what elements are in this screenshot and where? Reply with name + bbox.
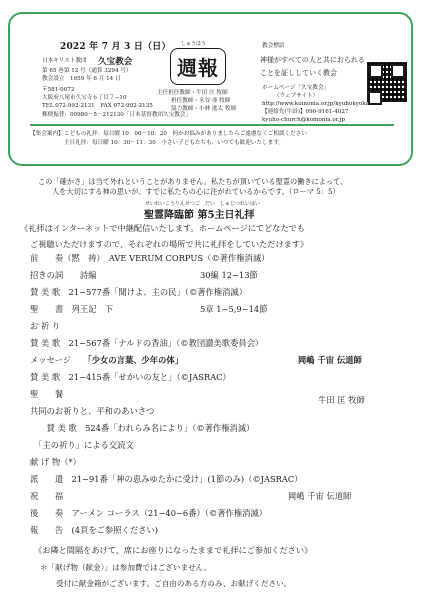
program-item-communion-pastor: 牛田 匡 牧師: [318, 395, 365, 405]
intro-line-2: ご視聴いただけますので、それぞれの場所で共に礼拝をしていただけます》: [30, 239, 309, 249]
program-item-hymn-4: 賛 美 歌 524番「われらみ名により」（©著作権消滅）: [30, 423, 255, 433]
footer-seating-note: 《お隣と間隔をあけて、席にお座りになったままで礼拝にご参加ください》: [34, 545, 313, 555]
tel-fax: TEL 072-992-2131 FAX 072-992-2135: [42, 103, 153, 109]
program-item-announcements: 報 告 (4頁をご参照ください): [30, 525, 158, 535]
homepage-sub: （ウェブサイト）: [274, 93, 319, 99]
church-name: 久宝教会: [98, 57, 133, 67]
motto-label: 教会標語: [262, 43, 285, 49]
staff-minister: 担任教師・永谷 亜 牧師: [171, 98, 231, 104]
title-box: [170, 48, 226, 85]
program-item-communion: 聖 餐: [30, 389, 64, 399]
homepage-url[interactable]: http://www.koinonia.or.jp/kyuhokyokai: [262, 101, 371, 107]
title-ruby: しゅうほう: [181, 41, 207, 47]
footer-offering-box-note: 受付に献金箱がございます。ご自由のある方のみ、お献げください。: [56, 579, 292, 588]
verse-line-1: この「確かさ」は当て外れということがありません。私たちが頂いている聖霊の働きによって、: [38, 177, 348, 186]
verse-line-2: 人を大切にする神の思いが、すでに私たちの心に注がれているからです。（ローマ 5：5）: [52, 187, 340, 196]
program-item-hymn-1: 賛 美 歌 21−577番「聞けよ、主の民」（©著作権消滅）: [30, 287, 248, 297]
program-item-call: 招きの詞 詩編: [30, 270, 97, 280]
gathering-header: 【集会案内】: [30, 131, 64, 137]
program-item-message: メッセージ 「少女の言葉、少年の体」: [30, 355, 184, 365]
program-item-responsive-reading: 「主の祈り」による交読文: [30, 440, 134, 450]
motto-line-1: 神様がすべての人と共におられる: [260, 56, 365, 64]
staff-pastor: 主任担任教師・牛田 匡 牧師: [157, 90, 228, 96]
header-divider: [30, 124, 394, 126]
program-item-offering: 献 げ 物（*）: [30, 457, 81, 467]
denomination: 日本キリスト教団: [42, 58, 87, 64]
issue-number: 第 65 巻第 12 号（通算 3294 号）: [42, 68, 132, 74]
program-item-scripture-ref: 5章 1−5,9−14節: [200, 304, 268, 314]
issue-date: 2022 年 7 月 3 日（日）: [60, 42, 171, 52]
children-service: こどもの礼拝：毎日曜 10：00－10：20 何かお悩みがありましたらご遠慮なくご相談ください: [64, 131, 307, 137]
program-item-hymn-2: 賛 美 歌 21−567番「ナルドの香油」（©教団讃美歌委員会）: [30, 338, 264, 348]
motto-line-2: ことを証ししていく教会: [260, 69, 337, 77]
program-item-benediction-speaker: 岡嶋 千宙 伝道師: [288, 491, 352, 501]
program-item-scripture: 聖 書 列王記 下: [30, 304, 114, 314]
program-item-benediction: 祝 福: [30, 491, 64, 501]
postal-code: 〒581-0072: [42, 87, 75, 93]
contact-phone: 【連絡先(牛田)】090-9161-4027: [262, 109, 349, 115]
program-item-message-speaker: 岡嶋 千宙 伝道師: [298, 355, 362, 365]
bank-account: 郵便振替：00980－5－212130「日本基督教団久宝教会」: [42, 112, 191, 118]
main-service: 主日礼拝：毎日曜 10：30－11：30 小さい子どもたちも、いつでも歓迎いたします。: [64, 140, 284, 146]
program-item-postlude: 後 奏 アーメン コーラス（21−40−6番）（©著作権消滅）: [30, 508, 268, 518]
service-title: 聖霊降臨節 第5主日礼拝: [144, 210, 255, 221]
staff-cooperating: 協力教師・小林 進太 牧師: [171, 106, 237, 112]
program-item-common-prayer: 共同のお祈りと、平和のあいさつ: [30, 406, 155, 416]
program-item-call-ref: 30編 12−13節: [200, 270, 258, 280]
program-item-prayer: お 祈 り: [30, 321, 61, 331]
program-item-hymn-3: 賛 美 歌 21−415番「せかいの友と」（©JASRAC）: [30, 372, 231, 382]
bulletin-title: 週報: [177, 56, 219, 80]
founded-date: 教会設立 1959 年 6 月 14 日: [42, 76, 121, 82]
address: 大阪府八尾市久宝寺６丁目７−10: [42, 95, 127, 101]
homepage-label: ホームページ「久宝教会」: [262, 85, 330, 91]
contact-email[interactable]: kyuho-church@koinonia.or.jp: [262, 117, 345, 123]
service-title-ruby: せいれいこうりんせつご だい しゅじつれいはい: [145, 201, 261, 207]
intro-line-1: 《礼拝はインターネットで中継配信いたします。ホームページにてどなたでも: [20, 223, 306, 233]
program-item-sending: 派 遣 21−91番「神の恵みゆたかに受け」(1節のみ)（©JASRAC）: [30, 474, 303, 484]
program-item-prelude: 前 奏（黙 祷） AVE VERUM CORPUS（©著作権消滅）: [30, 253, 270, 263]
footer-offering-note: ＊「献げ物（献金）」は参加費ではございません。: [40, 563, 212, 572]
